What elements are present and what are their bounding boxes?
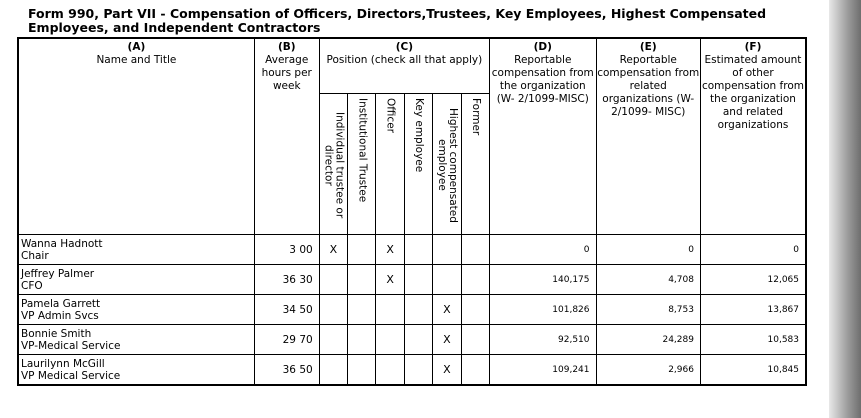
position-label: Key employee [413, 98, 426, 173]
name-title-cell [18, 235, 254, 265]
header-f-letter: (F) [744, 41, 762, 53]
institutional-mark [348, 265, 376, 295]
table-row [18, 235, 806, 265]
header-d-letter: (D) [533, 41, 552, 53]
hours-cell: 36 30 [254, 265, 319, 295]
person-title: VP-Medical Service [21, 339, 121, 352]
header-name-title [18, 38, 254, 235]
name-title-cell [18, 325, 254, 355]
header-reportable-related [596, 38, 700, 235]
former-mark [461, 235, 489, 265]
highest-comp-mark: X [433, 355, 461, 386]
comp-related-cell: 0 [596, 235, 700, 265]
key-employee-mark [404, 235, 432, 265]
person-name: Wanna Hadnott [21, 237, 103, 250]
trustee-mark [319, 355, 347, 386]
person-name: Jeffrey Palmer [21, 267, 95, 280]
person-name: Pamela Garrett [21, 297, 101, 310]
table-row [18, 325, 806, 355]
trustee-mark: X [319, 235, 347, 265]
institutional-mark [348, 325, 376, 355]
position-label: Institutional Trustee [356, 98, 369, 203]
hours-cell: 34 50 [254, 295, 319, 325]
header-f-text: Estimated amount of other compensation from the organization and related organizations [701, 54, 804, 131]
name-title-cell [18, 265, 254, 295]
window-edge-shadow [829, 0, 861, 418]
comp-org-cell: 140,175 [490, 265, 596, 295]
other-comp-cell: 13,867 [700, 295, 806, 325]
former-mark [461, 355, 489, 386]
header-reportable-org [490, 38, 596, 235]
other-comp-cell: 10,583 [700, 325, 806, 355]
position-label: Highest compensated employee [435, 107, 459, 223]
hours-cell: 29 70 [254, 325, 319, 355]
name-title-cell [18, 355, 254, 386]
header-position [319, 38, 489, 94]
header-c-text: Position (check all that apply) [326, 54, 483, 66]
highest-comp-mark: X [433, 295, 461, 325]
other-comp-cell: 10,845 [700, 355, 806, 386]
former-mark [461, 265, 489, 295]
key-employee-mark [404, 295, 432, 325]
institutional-mark [348, 295, 376, 325]
name-title-cell [18, 295, 254, 325]
comp-org-cell: 0 [490, 235, 596, 265]
trustee-mark [319, 265, 347, 295]
position-header-former [461, 94, 489, 235]
header-e-letter: (E) [639, 41, 657, 53]
key-employee-mark [404, 325, 432, 355]
officer-mark: X [376, 235, 404, 265]
trustee-mark [319, 295, 347, 325]
officer-mark [376, 295, 404, 325]
position-header-key-employee [404, 94, 432, 235]
other-comp-cell: 0 [700, 235, 806, 265]
comp-org-cell: 92,510 [490, 325, 596, 355]
person-title: CFO [21, 279, 43, 292]
former-mark [461, 325, 489, 355]
table-row [18, 295, 806, 325]
highest-comp-mark: X [433, 325, 461, 355]
person-name: Laurilynn McGill [21, 357, 105, 370]
officer-mark [376, 355, 404, 386]
institutional-mark [348, 235, 376, 265]
hours-cell: 36 50 [254, 355, 319, 386]
comp-related-cell: 8,753 [596, 295, 700, 325]
officer-mark: X [376, 265, 404, 295]
comp-related-cell: 4,708 [596, 265, 700, 295]
comp-org-cell: 109,241 [490, 355, 596, 386]
institutional-mark [348, 355, 376, 386]
compensation-table [17, 37, 807, 386]
table-row [18, 355, 806, 386]
header-d-text: Reportable compensation from the organization (W- 2/1099-MISC) [491, 54, 594, 105]
person-title: VP Admin Svcs [21, 309, 99, 322]
table-row [18, 265, 806, 295]
position-header-highest-comp [433, 94, 461, 235]
comp-related-cell: 24,289 [596, 325, 700, 355]
position-header-institutional [348, 94, 376, 235]
position-label: Individual trustee or director [322, 111, 346, 219]
header-row-top [18, 38, 806, 94]
person-title: VP Medical Service [21, 369, 121, 382]
header-c-letter: (C) [395, 41, 414, 53]
key-employee-mark [404, 265, 432, 295]
comp-related-cell: 2,966 [596, 355, 700, 386]
header-e-text: Reportable compensation from related organizations (W- 2/1099- MISC) [597, 54, 700, 118]
comp-org-cell: 101,826 [490, 295, 596, 325]
position-label: Officer [384, 98, 397, 133]
header-b-letter: (B) [277, 41, 296, 53]
former-mark [461, 295, 489, 325]
position-header-trustee [319, 94, 347, 235]
header-a-text: Name and Title [96, 54, 177, 66]
person-title: Chair [21, 249, 49, 262]
key-employee-mark [404, 355, 432, 386]
header-hours [254, 38, 319, 235]
trustee-mark [319, 325, 347, 355]
position-label: Former [469, 98, 482, 136]
person-name: Bonnie Smith [21, 327, 92, 340]
form-title: Form 990, Part VII - Compensation of Officers, Directors,Trustees, Key Employees, Highest Compensated Employees, and Independent Contractors [28, 6, 767, 35]
hours-cell: 3 00 [254, 235, 319, 265]
highest-comp-mark [433, 265, 461, 295]
position-header-officer [376, 94, 404, 235]
header-other-comp [700, 38, 806, 235]
highest-comp-mark [433, 235, 461, 265]
header-b-text: Average hours per week [261, 54, 312, 92]
header-a-letter: (A) [127, 41, 146, 53]
other-comp-cell: 12,065 [700, 265, 806, 295]
officer-mark [376, 325, 404, 355]
